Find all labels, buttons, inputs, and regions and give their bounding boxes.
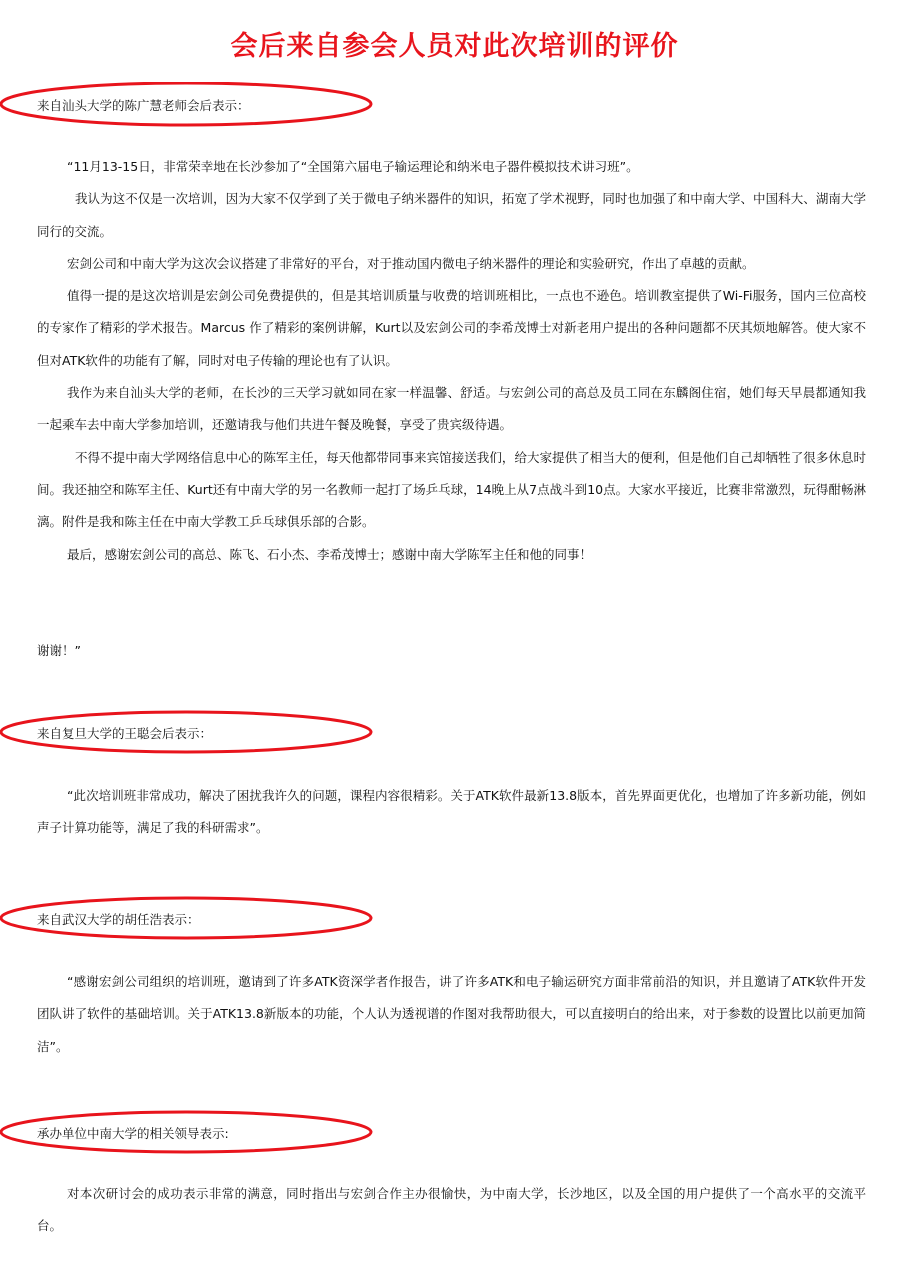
page-title: 会后来自参会人员对此次培训的评价 — [230, 31, 679, 62]
section-body-wuhan — [37, 966, 866, 1063]
paragraph: 我作为来自汕头大学的老师，在长沙的三天学习就如同在家一样温馨、舒适。与宏剑公司的高总及员工同在东麟阁住宿，她们每天早晨都通知我一起乘车去中南大学参加培训，还邀请我与他们共进午餐及晚餐，享受了贵宾级待遇。 — [37, 385, 866, 433]
paragraph: 对本次研讨会的成功表示非常的满意，同时指出与宏剑合作主办很愉快，为中南大学，长沙地区，以及全国的用户提供了一个高水平的交流平台。 — [37, 1186, 866, 1234]
closing-text: 谢谢！” — [37, 643, 81, 658]
section-heading-text: 承办单位中南大学的相关领导表示: — [37, 1126, 229, 1141]
section-heading-text: 来自武汉大学的胡任浩表示： — [37, 912, 200, 927]
section-heading-csu — [0, 1110, 380, 1160]
section-heading-fudan — [0, 710, 380, 760]
section-body-fudan — [37, 780, 866, 845]
paragraph: 我认为这不仅是一次培训，因为大家不仅学到了关于微电子纳米器件的知识，拓宽了学术视野，同时也加强了和中南大学、中国科大、湖南大学同行的交流。 — [37, 191, 866, 239]
section-heading-shantou — [0, 82, 380, 132]
paragraph: 值得一提的是这次培训是宏剑公司免费提供的，但是其培训质量与收费的培训班相比，一点也不逊色。培训教室提供了Wi-Fi服务，国内三位高校的专家作了精彩的学术报告。Marcus 作了精彩的案例讲解，Kurt以及宏剑公司的李希茂博士对新老用户提出的各种问题都不厌其烦地解答。使大家不但对ATK软件的功能有了解，同时对电子传输的理论也有了认识。 — [37, 288, 866, 368]
section-body-csu — [37, 1178, 866, 1243]
paragraph: “感谢宏剑公司组织的培训班，邀请到了许多ATK资深学者作报告，讲了许多ATK和电子输运研究方面非常前沿的知识，并且邀请了ATK软件开发团队讲了软件的基础培训。关于ATK13.8新版本的功能，个人认为透视谱的作图对我帮助很大，可以直接明白的给出来，对于参数的设置比以前更加简洁”。 — [37, 974, 866, 1054]
paragraph: 宏剑公司和中南大学为这次会议搭建了非常好的平台，对于推动国内微电子纳米器件的理论和实验研究，作出了卓越的贡献。 — [67, 255, 755, 271]
paragraph: 不得不提中南大学网络信息中心的陈军主任，每天他都带同事来宾馆接送我们，给大家提供了相当大的便利，但是他们自己却牺牲了很多休息时间。我还抽空和陈军主任、Kurt还有中南大学的另一名教师一起打了场乒乓球，14晚上从7点战斗到10点。大家水平接近，比赛非常激烈，玩得酣畅淋漓。附件是我和陈主任在中南大学教工乒乓球俱乐部的合影。 — [37, 449, 866, 530]
paragraph: “11月13-15日，非常荣幸地在长沙参加了“全国第六届电子输运理论和纳米电子器件模拟技术讲习班”。 — [67, 159, 639, 174]
section-heading-wuhan — [0, 896, 380, 946]
paragraph: 最后，感谢宏剑公司的高总、陈飞、石小杰、李希茂博士；感谢中南大学陈军主任和他的同事！ — [67, 546, 593, 562]
section-heading-text: 来自汕头大学的陈广慧老师会后表示： — [37, 98, 250, 113]
section-body-shantou — [37, 151, 866, 571]
section-heading-text: 来自复旦大学的王聪会后表示： — [37, 726, 213, 741]
paragraph: “此次培训班非常成功，解决了困扰我许久的问题，课程内容很精彩。关于ATK软件最新13.8版本，首先界面更优化，也增加了许多新功能，例如声子计算功能等，满足了我的科研需求”。 — [37, 788, 866, 836]
